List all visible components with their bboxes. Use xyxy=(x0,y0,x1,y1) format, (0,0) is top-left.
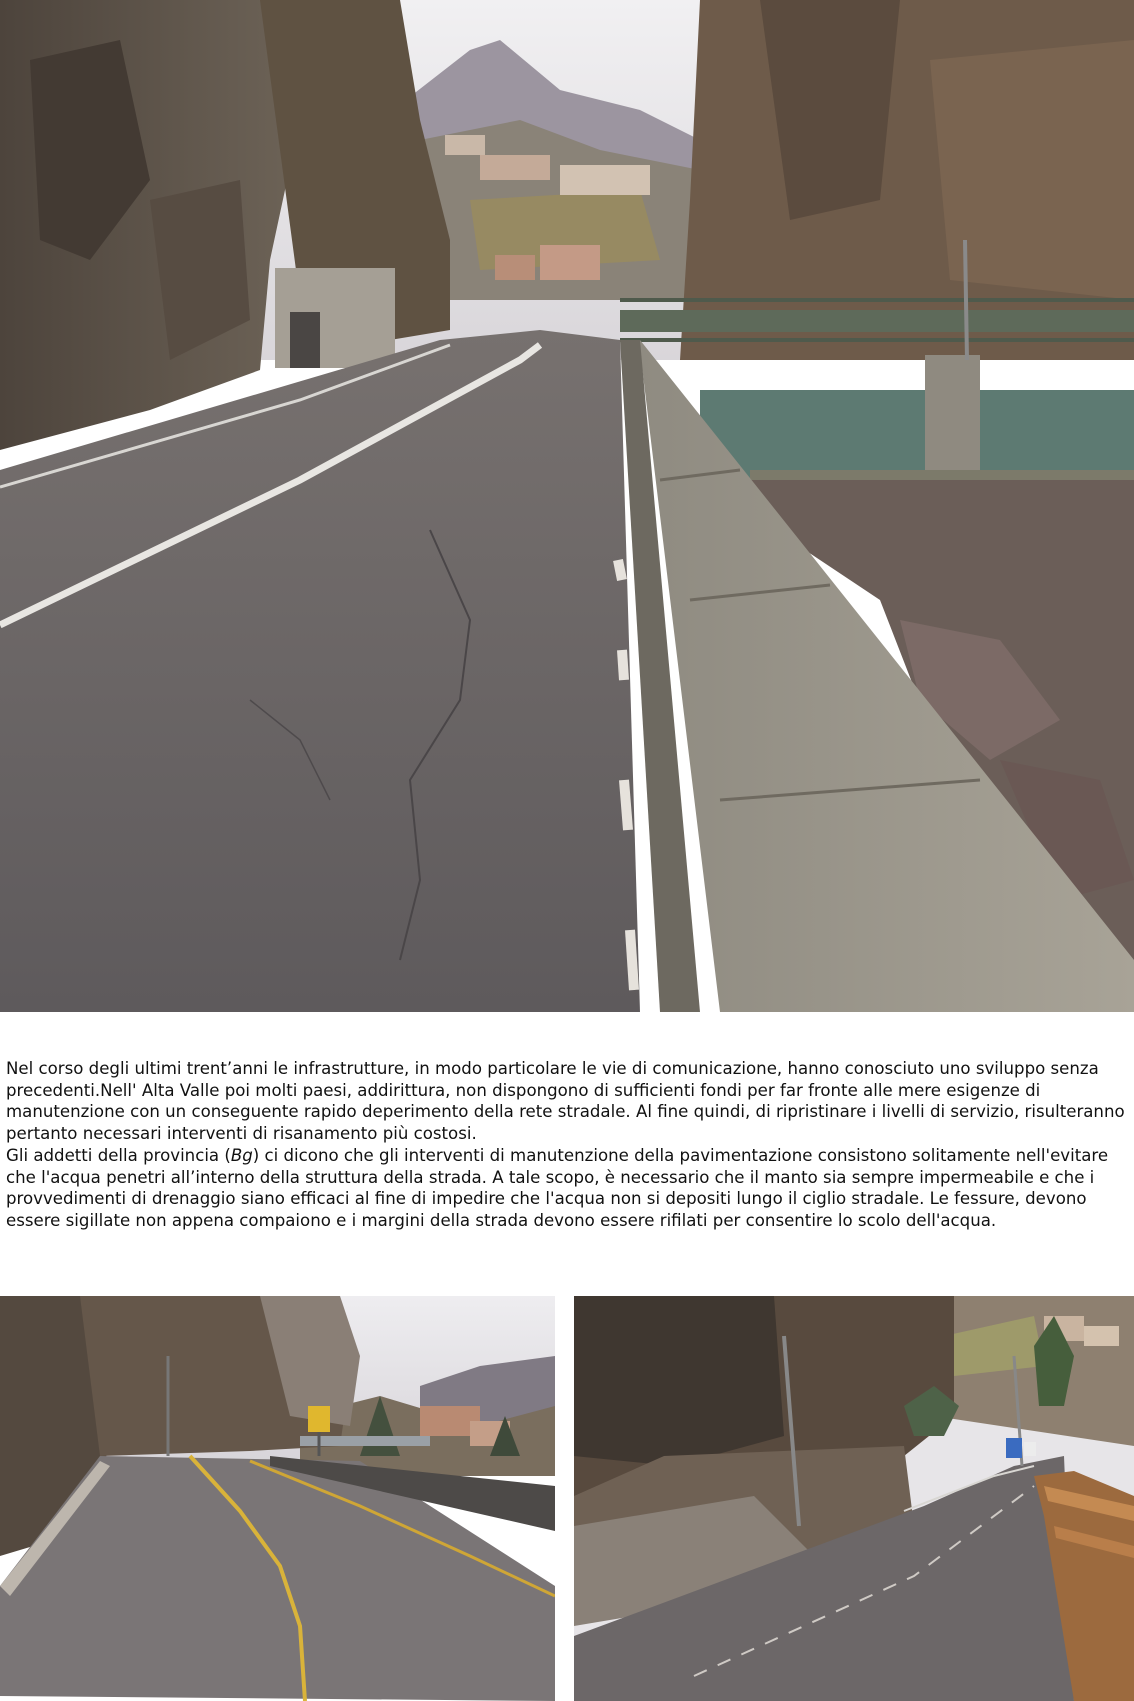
bottom-right-road-photo xyxy=(574,1296,1134,1701)
road-photo-icon xyxy=(0,1296,555,1701)
province-abbreviation: Bg xyxy=(230,1145,253,1165)
paragraph-2-end: ) ci dicono che gli interventi di manutenzione della pavimentazione consistono solitamente nell'evitare che l'acqua penetri all’interno della struttura della strada. A tale scopo, è necessario che il manto sia sempre impermeabile e che i provvedimenti di drenaggio siano efficaci al fine di impedire che l'acqua non si depositi lungo il ciglio stradale. Le fessure, devono essere sigillate non appena compaiono e i margini della strada devono essere rifilati per consentire lo scolo dell'acqua. xyxy=(6,1145,1109,1230)
road-photo-icon xyxy=(574,1296,1134,1701)
article-text xyxy=(6,1058,1128,1232)
bottom-left-road-photo xyxy=(0,1296,555,1701)
paragraph-2 xyxy=(6,1145,1128,1232)
paragraph-2-start: Gli addetti della provincia ( xyxy=(6,1145,231,1165)
paragraph-1: Nel corso degli ultimi trent’anni le infrastrutture, in modo particolare le vie di comunicazione, hanno conosciuto uno sviluppo senza precedenti.Nell' Alta Valle poi molti paesi, addirittura, non dispongono di sufficienti fondi per far fronte alle mere esigenze di manutenzione con un conseguente rapido deperimento della rete stradale. Al fine quindi, di ripristinare i livelli di servizio, risulteranno pertanto necessari interventi di risanamento più costosi. xyxy=(6,1059,1125,1144)
